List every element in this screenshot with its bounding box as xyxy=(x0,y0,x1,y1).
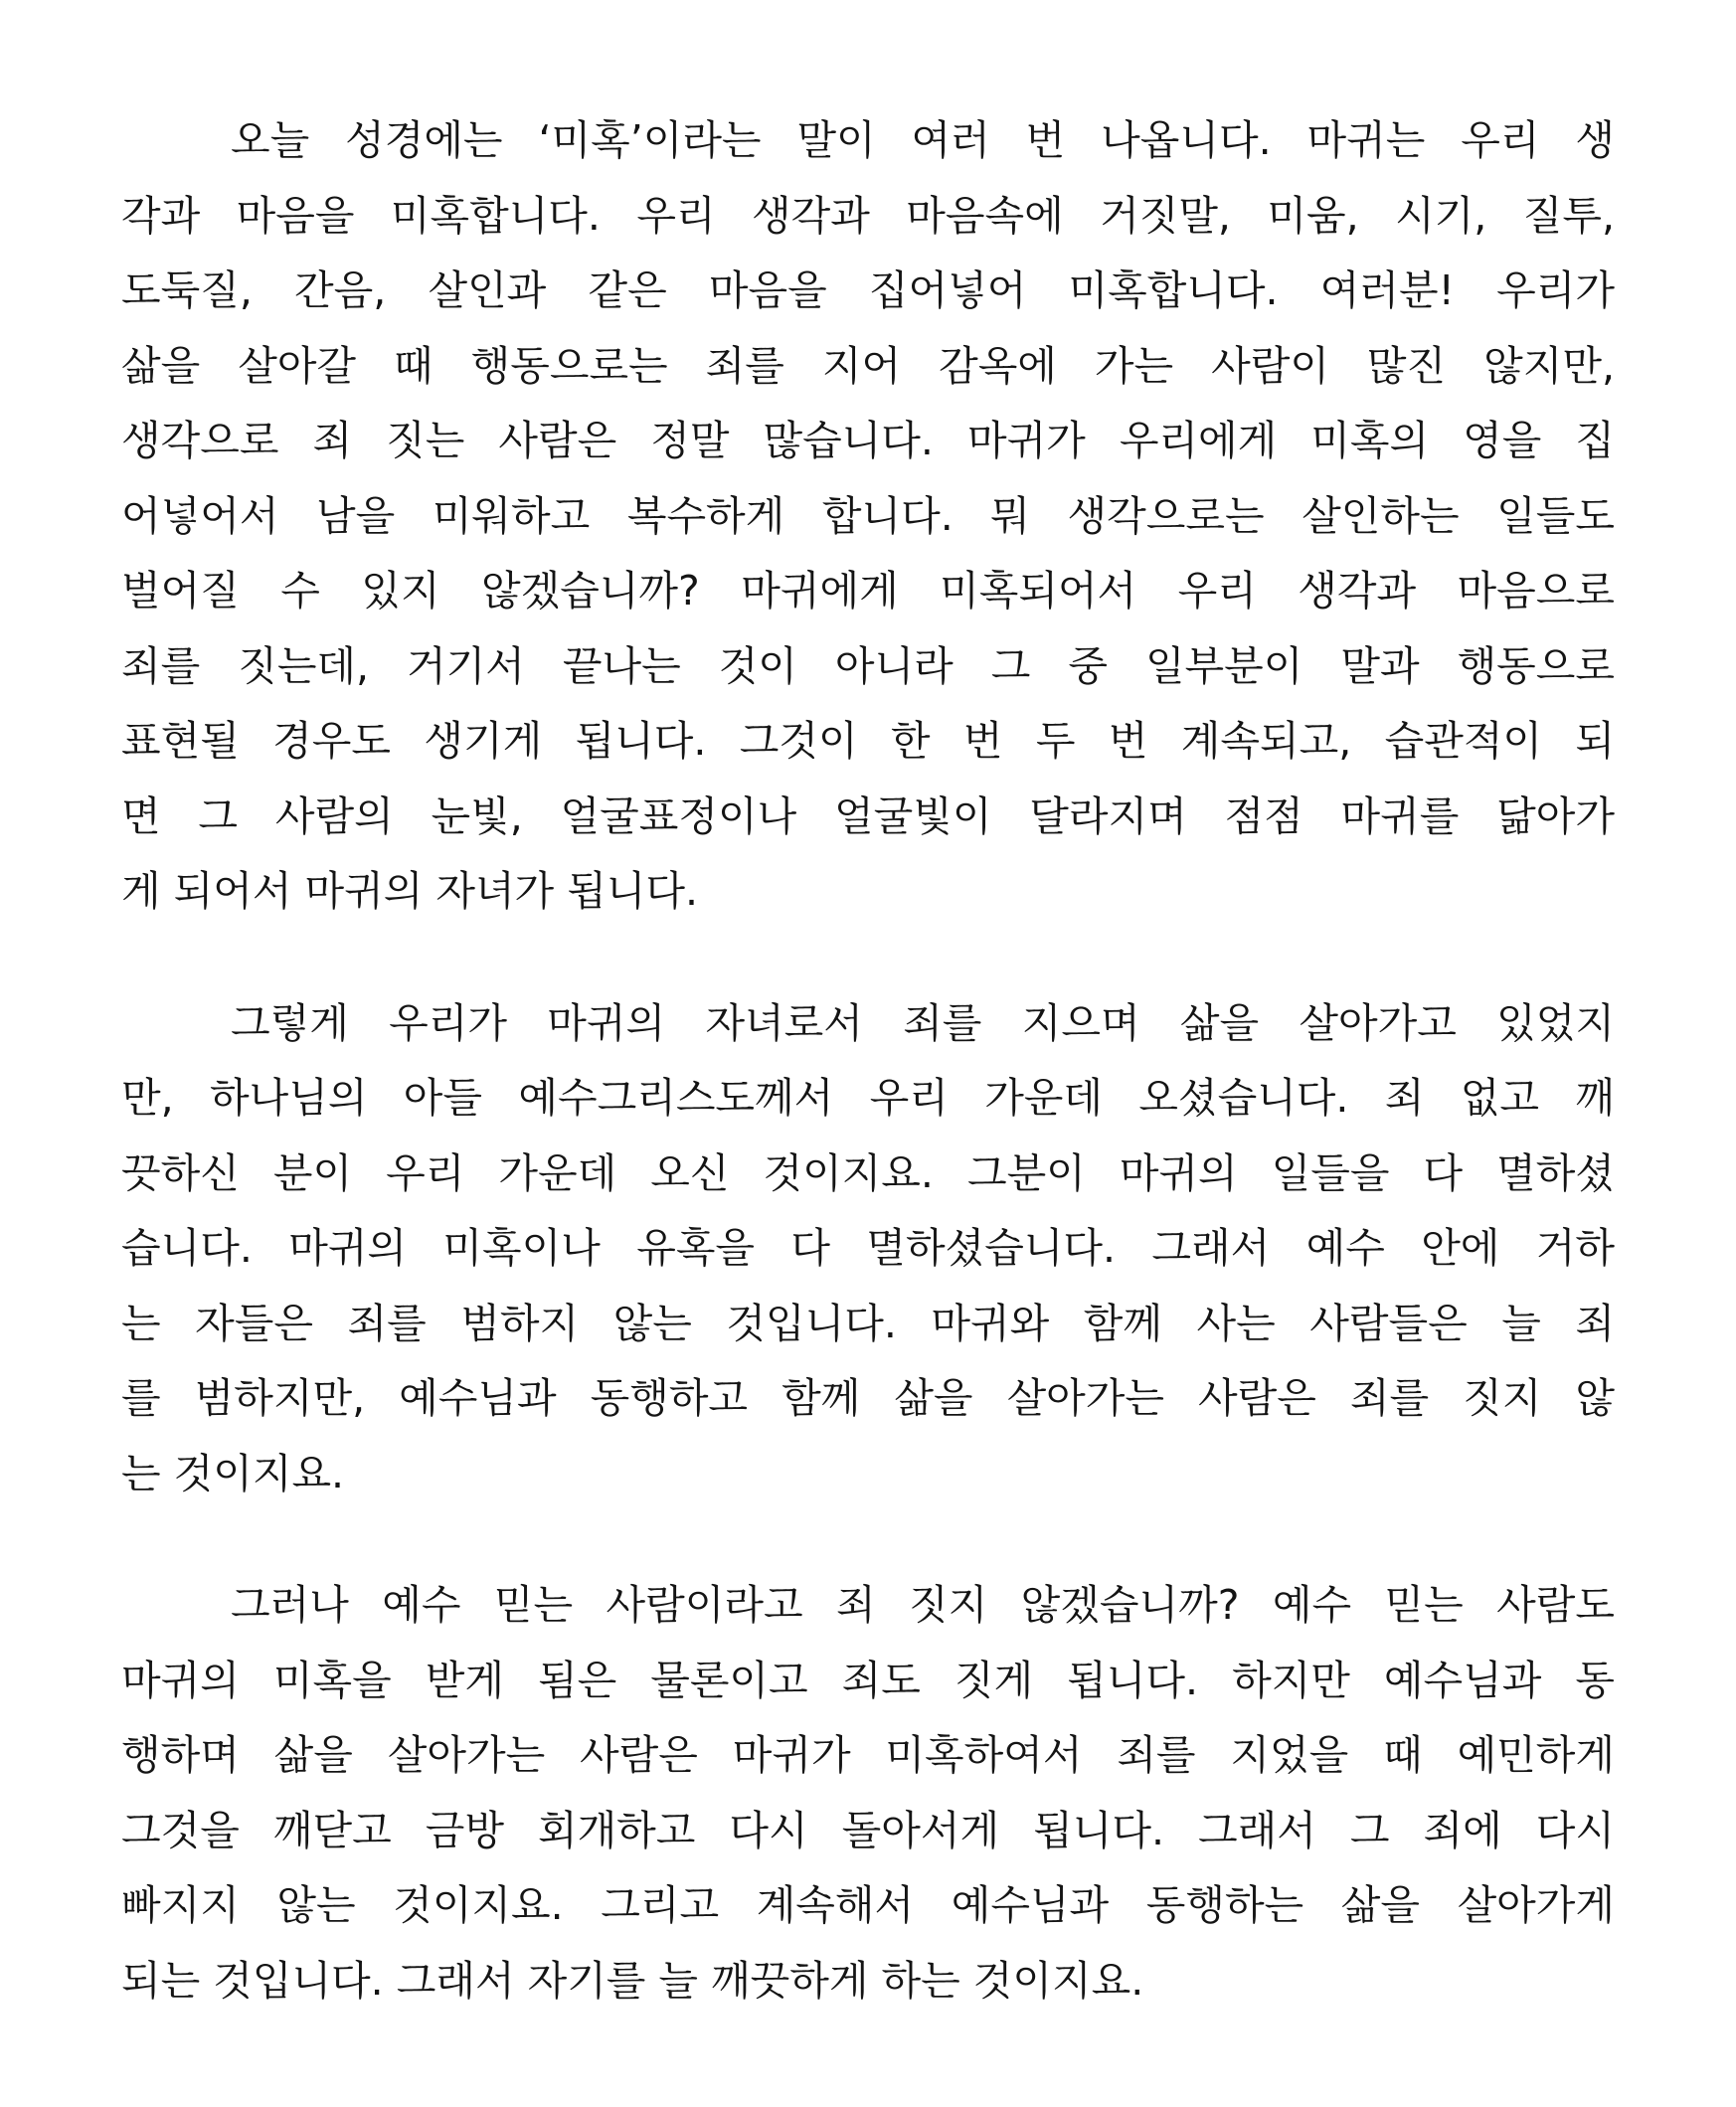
text-line: 습니다. 마귀의 미혹이나 유혹을 다 멸하셨습니다. 그래서 예수 안에 거하 xyxy=(121,1224,1615,1272)
text-line: 생각으로 죄 짓는 사람은 정말 많습니다. 마귀가 우리에게 미혹의 영을 집 xyxy=(121,417,1615,464)
text-line: 각과 마음을 미혹합니다. 우리 생각과 마음속에 거짓말, 미움, 시기, 질투, xyxy=(121,191,1615,240)
text-line: 는 자들은 죄를 범하지 않는 것입니다. 마귀와 함께 사는 사람들은 늘 죄 xyxy=(121,1299,1615,1347)
text-line: 끗하신 분이 우리 가운데 오신 것이지요. 그분이 마귀의 일들을 다 멸하셨 xyxy=(121,1148,1615,1197)
paragraph-3 xyxy=(121,1568,1615,2019)
text-line: 그것을 깨닫고 금방 회개하고 다시 돌아서게 됩니다. 그래서 그 죄에 다시 xyxy=(121,1806,1615,1854)
text-line: 삶을 살아갈 때 행동으로는 죄를 지어 감옥에 가는 사람이 많진 않지만, xyxy=(121,341,1615,390)
text-line: 빠지지 않는 것이지요. 그리고 계속해서 예수님과 동행하는 삶을 살아가게 xyxy=(121,1881,1615,1929)
text-line: 만, 하나님의 아들 예수그리스도께서 우리 가운데 오셨습니다. 죄 없고 깨 xyxy=(121,1074,1615,1122)
text-line: 어넣어서 남을 미워하고 복수하게 합니다. 뭐 생각으로는 살인하는 일들도 xyxy=(121,491,1615,540)
text-line: 는 것이지요. xyxy=(121,1449,345,1497)
text-line: 죄를 짓는데, 거기서 끝나는 것이 아니라 그 중 일부분이 말과 행동으로 xyxy=(121,641,1615,690)
text-line: 도둑질, 간음, 살인과 같은 마음을 집어넣어 미혹합니다. 여러분! 우리가 xyxy=(121,266,1615,314)
paragraph-2 xyxy=(121,986,1615,1512)
text-line: 게 되어서 마귀의 자녀가 됩니다. xyxy=(121,867,699,915)
text-line: 마귀의 미혹을 받게 됨은 물론이고 죄도 짓게 됩니다. 하지만 예수님과 동 xyxy=(121,1656,1615,1704)
paragraph-1 xyxy=(121,103,1615,930)
text-line: 를 범하지만, 예수님과 동행하고 함께 삶을 살아가는 사람은 죄를 짓지 않 xyxy=(121,1374,1615,1422)
text-line: 그렇게 우리가 마귀의 자녀로서 죄를 지으며 삶을 살아가고 있었지 xyxy=(231,998,1615,1047)
text-line: 벌어질 수 있지 않겠습니까? 마귀에게 미혹되어서 우리 생각과 마음으로 xyxy=(121,567,1615,615)
document-page xyxy=(121,103,1615,2075)
text-line: 행하며 삶을 살아가는 사람은 마귀가 미혹하여서 죄를 지었을 때 예민하게 xyxy=(121,1731,1615,1779)
text-line: 오늘 성경에는 ‘미혹’이라는 말이 여러 번 나옵니다. 마귀는 우리 생 xyxy=(231,116,1615,164)
text-line: 표현될 경우도 생기게 됩니다. 그것이 한 번 두 번 계속되고, 습관적이 되 xyxy=(121,717,1615,765)
text-line: 그러나 예수 믿는 사람이라고 죄 짓지 않겠습니까? 예수 믿는 사람도 xyxy=(231,1581,1615,1629)
text-line: 면 그 사람의 눈빛, 얼굴표정이나 얼굴빛이 달라지며 점점 마귀를 닮아가 xyxy=(121,791,1615,840)
text-line: 되는 것입니다. 그래서 자기를 늘 깨끗하게 하는 것이지요. xyxy=(121,1956,1144,2005)
